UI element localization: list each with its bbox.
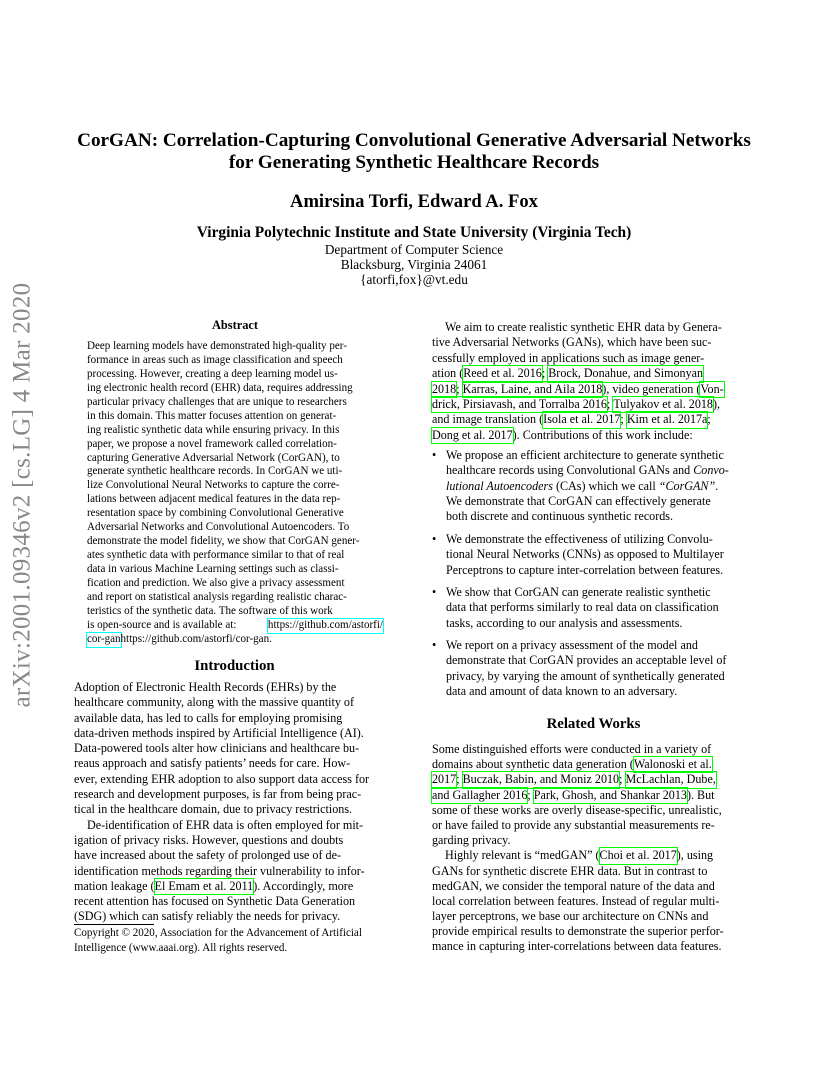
text-line: Adversarial Networks and Convolutional Autoencoders. To	[87, 521, 350, 534]
bullet-icon: •	[432, 585, 437, 599]
citation[interactable]: drick, Pirsiavash, and Torralba 2016	[432, 396, 607, 411]
text-line: mance in capturing inter-correlations between data features.	[432, 939, 722, 954]
email: {atorfi,fox}@vt.edu	[360, 272, 468, 287]
text-line: and Gallagher 2016 ; Park, Ghosh, and Shankar 2013 ). But	[432, 787, 715, 802]
text-line: (SDG) which can satisfy reliably the needs for privacy.	[74, 909, 341, 924]
text-line: data and amount of data known to an adversary.	[446, 683, 678, 698]
text-line: 2017 ; Buczak, Babin, and Moniz 2010 ; McLachlan, Dube,	[432, 772, 716, 787]
footnote-line: Intelligence (www.aaai.org). All rights reserved.	[74, 942, 288, 955]
city: Blacksburg, Virginia 24061	[340, 257, 488, 272]
citation[interactable]: Kim et al. 2017a	[626, 412, 708, 427]
citation[interactable]: Tulyakov et al. 2018	[613, 396, 713, 411]
footnote-line: Copyright © 2020, Association for the Advancement of Artificial	[74, 927, 362, 939]
footnote-separator	[74, 924, 154, 925]
text-line: ever, extending EHR adoption to also support data access for	[74, 771, 370, 786]
text-line: lations between adjacent medical features in the data rep-	[87, 493, 341, 506]
text-line: layer perceptrons, we base our architecture on CNNs and	[432, 909, 709, 924]
text-line: healthcare records using Convolutional GANs and Convo-	[446, 463, 729, 478]
bullet-icon: •	[432, 448, 437, 462]
text-line: tasks, according to our analysis and assessments.	[446, 615, 683, 630]
text-line: available data, has led to calls for employing promising	[74, 710, 343, 725]
citation[interactable]: Dong et al. 2017	[432, 427, 513, 442]
citation[interactable]: Reed et al. 2016	[463, 366, 542, 381]
text-line: We aim to create realistic synthetic EHR data by Genera-	[445, 320, 722, 334]
text-line: and report on statistical analysis regarding realistic charac-	[87, 590, 347, 603]
list-item	[432, 638, 755, 699]
text-line: We show that CorGAN can generate realistic synthetic	[446, 585, 711, 599]
text-line: data that performs similarly to real data on classification	[446, 600, 719, 615]
text-line: GANs for synthetic discrete EHR data. But in contrast to	[432, 863, 708, 878]
text-line: igation of privacy risks. However, questions and doubts	[74, 832, 344, 847]
text-line: capturing Generative Adversarial Network (CorGAN), to	[87, 451, 340, 464]
text-line: particular privacy challenges that are unique to researchers	[87, 395, 347, 408]
list-item	[432, 448, 755, 524]
introduction-body	[74, 680, 395, 925]
paper-title	[40, 130, 788, 174]
citation[interactable]: McLachlan, Dube,	[625, 772, 716, 787]
text-line: provide empirical results to demonstrate the superior perfor-	[432, 924, 724, 939]
text-line: We demonstrate the effectiveness of utilizing Convolu-	[446, 532, 713, 546]
citation[interactable]: Karras, Laine, and Aila 2018	[462, 381, 603, 396]
citation[interactable]: and Gallagher 2016	[432, 787, 528, 802]
text-line: demonstrate the model fidelity, we show that CorGAN gener-	[87, 535, 360, 548]
bullet-icon: •	[432, 638, 437, 652]
bullet-icon: •	[432, 532, 437, 546]
text-line: healthcare community, along with the massive quantity of	[74, 695, 354, 710]
text-line: paper, we propose a novel framework called correlation-	[87, 437, 337, 450]
title-line-1: CorGAN: Correlation-Capturing Convolutional Generative Adversarial Networks	[77, 130, 751, 151]
citation[interactable]: Choi et al. 2017	[599, 848, 677, 863]
text-line: fication and prediction. We also give a privacy assessment	[87, 576, 345, 589]
text-line: Perceptrons to capture inter-correlation between features.	[446, 562, 724, 577]
text-line: mation leakage ( El Emam et al. 2011 ). Accordingly, more	[74, 878, 354, 893]
arxiv-identifier-stamp	[2, 282, 42, 708]
right-column-intro	[432, 320, 755, 443]
text-line: identification methods regarding their vulnerability to infor-	[74, 863, 365, 878]
text-line: tional Neural Networks (CNNs) as opposed to Multilayer	[446, 547, 724, 562]
text-line: Some distinguished efforts were conducted in a variety of	[432, 742, 712, 756]
related-works-heading: Related Works	[546, 716, 641, 732]
institution: Virginia Polytechnic Institute and State University (Virginia Tech)	[196, 224, 632, 241]
paper-authors: Amirsina Torfi, Edward A. Fox	[290, 191, 538, 212]
citation[interactable]: Isola et al. 2017	[543, 412, 621, 427]
text-line: We propose an efficient architecture to generate synthetic	[446, 448, 724, 462]
contribution-item	[432, 448, 755, 524]
text-line: teristics of the synthetic data. The software of this work	[87, 604, 333, 617]
introduction-heading: Introduction	[194, 658, 275, 674]
text-line: garding privacy.	[432, 833, 511, 848]
related-works-body	[432, 742, 755, 955]
text-line: reaus approach and satisfy patients’ needs for care. How-	[74, 756, 351, 771]
title-line-2: for Generating Synthetic Healthcare Records	[228, 152, 600, 173]
arxiv-stamp-text: arXiv:2001.09346v2 [cs.LG] 4 Mar 2020	[8, 282, 36, 708]
list-item	[432, 585, 755, 631]
text-line: both discrete and continuous synthetic records.	[446, 509, 674, 524]
text-line: lutional Autoencoders (CAs) which we call “CorGAN” .	[446, 478, 719, 493]
text-line: lize Convolutional Neural Networks to capture the corre-	[87, 479, 340, 492]
text-line: Dong et al. 2017 ). Contributions of this work include:	[432, 427, 693, 442]
text-line: some of these works are overly disease-specific, unrealistic,	[432, 802, 722, 817]
text-line: De-identification of EHR data is often employed for mit-	[87, 817, 364, 832]
text-line: drick, Pirsiavash, and Torralba 2016 ; Tulyakov et al. 2018 ),	[432, 396, 721, 411]
text-line: privacy, by varying the amount of synthetically generated	[446, 668, 725, 683]
text-line: medGAN, we consider the temporal nature of the data and	[432, 878, 715, 893]
department: Department of Computer Science	[324, 242, 504, 257]
text-line: tive Adversarial Networks (GANs), which have been suc-	[432, 335, 712, 350]
text-line: cor-gan https://github.com/astorfi/cor-gan.	[87, 632, 272, 645]
affiliation-block	[40, 224, 788, 287]
text-line: formance in areas such as image classification and speech	[87, 353, 343, 366]
text-line: tical in the healthcare domain, due to privacy restrictions.	[74, 802, 353, 817]
text-line: ing electronic health record (EHR) data, requires addressing	[87, 381, 353, 394]
list-item	[432, 532, 755, 578]
text-line: ation ( Reed et al. 2016 ; Brock, Donahue, and Simonyan	[432, 366, 704, 381]
text-line: demonstrate that CorGAN provides an acceptable level of	[446, 653, 727, 668]
citation[interactable]: 2018	[432, 381, 457, 396]
contribution-item	[432, 585, 755, 631]
citation[interactable]: Buczak, Babin, and Moniz 2010	[462, 772, 620, 787]
text-line: or have failed to provide any substantial measurements re-	[432, 817, 715, 832]
text-line: data in various Machine Learning settings such as classi-	[87, 563, 339, 575]
text-line: Data-powered tools alter how clinicians and healthcare bu-	[74, 741, 360, 756]
citation[interactable]: Walonoski et al.	[633, 757, 712, 772]
text-line: research and development purposes, is far from being prac-	[74, 787, 362, 802]
text-line: local correlation between features. Instead of regular multi-	[432, 893, 720, 908]
text-line: Highly relevant is “medGAN” ( Choi et al. 2017 ), using	[445, 848, 714, 863]
contribution-item	[432, 638, 755, 699]
text-line: have increased about the safety of prolonged use of de-	[74, 848, 341, 863]
contribution-item	[432, 532, 755, 578]
citation[interactable]: Brock, Donahue, and Simonyan	[548, 366, 704, 381]
text-line: cessfully employed in applications such as image gener-	[432, 350, 705, 365]
github-link[interactable]: https://github.com/astorfi/	[267, 618, 383, 631]
text-line: 2018 ; Karras, Laine, and Aila 2018 ), video generation ( Von-	[432, 381, 724, 396]
text-line: ing realistic synthetic data while ensuring privacy. In this	[87, 423, 340, 436]
github-link-continued[interactable]: cor-gan	[87, 632, 121, 645]
abstract-heading: Abstract	[211, 318, 259, 332]
text-line: in this domain. This matter focuses attention on generat-	[87, 409, 337, 422]
text-line: is open-source and is available at: https://github.com/astorfi/	[87, 618, 383, 631]
text-line: data-driven methods inspired by Artificial Intelligence (AI).	[74, 725, 364, 740]
text-line: Adoption of Electronic Health Records (EHRs) by the	[74, 680, 337, 694]
text-line: Deep learning models have demonstrated high-quality per-	[87, 340, 347, 352]
text-line: domains about synthetic data generation ( Walonoski et al.	[432, 757, 712, 772]
text-line: resentation space by combining Convolutional Generative	[87, 507, 344, 520]
citation[interactable]: 2017	[432, 772, 457, 787]
citation[interactable]: El Emam et al. 2011	[154, 878, 254, 893]
text-line: ates synthetic data with performance similar to that of real	[87, 549, 345, 562]
text-line: processing. However, creating a deep learning model us-	[87, 367, 338, 380]
text-line: We demonstrate that CorGAN can effectively generate	[446, 493, 711, 508]
citation[interactable]: Park, Ghosh, and Shankar 2013	[533, 787, 687, 802]
text-line: We report on a privacy assessment of the model and	[446, 638, 698, 652]
text-line: generate synthetic healthcare records. In CorGAN we uti-	[87, 465, 343, 478]
text-line: and image translation ( Isola et al. 2017 ; Kim et al. 2017a ;	[432, 412, 711, 427]
copyright-footnote	[74, 926, 395, 957]
text-line: recent attention has focused on Synthetic Data Generation	[74, 894, 356, 909]
abstract-body	[87, 340, 383, 647]
citation[interactable]: Von-	[700, 381, 724, 396]
